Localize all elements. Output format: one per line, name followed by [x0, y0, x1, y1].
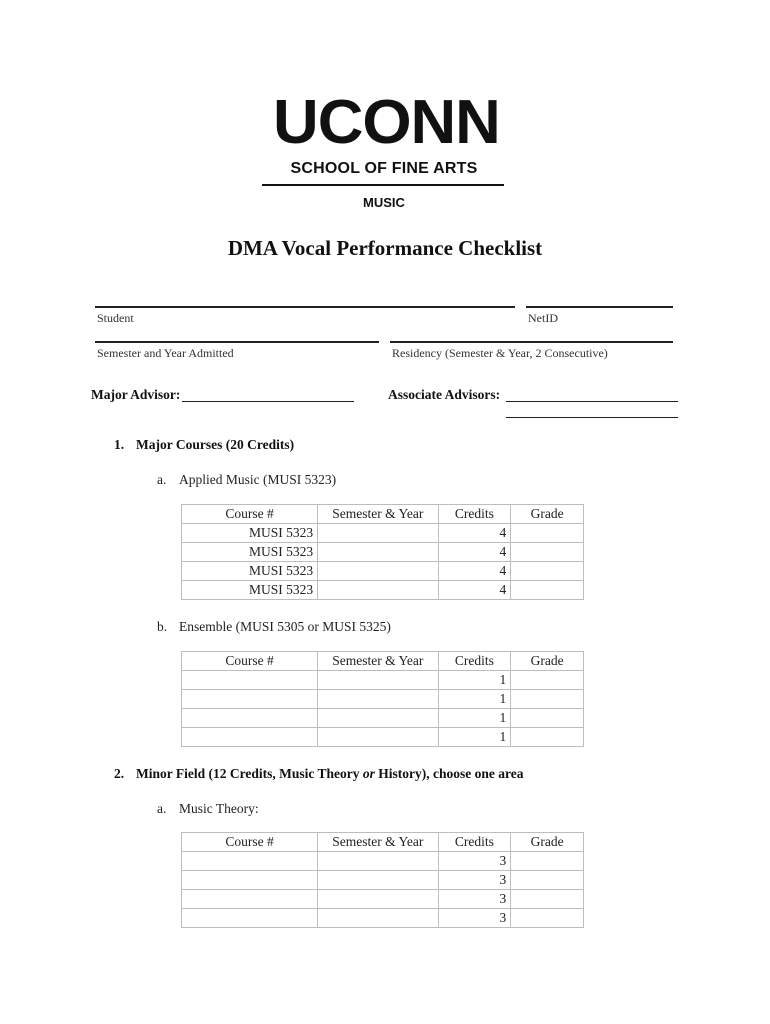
semester-cell[interactable] — [318, 890, 438, 909]
col-semester-header: Semester & Year — [318, 652, 438, 671]
section-1-title: Major Courses (20 Credits) — [136, 437, 295, 452]
school-name: SCHOOL OF FINE ARTS — [290, 160, 478, 177]
credits-cell[interactable]: 1 — [438, 709, 511, 728]
subsection-2a-title: Music Theory: — [179, 801, 259, 816]
col-credits-header: Credits — [438, 505, 511, 524]
semester-cell[interactable] — [318, 909, 438, 928]
course-cell[interactable] — [182, 709, 318, 728]
semester-cell[interactable] — [318, 543, 438, 562]
associate-advisor-2-field-line[interactable] — [506, 417, 678, 418]
table-row — [182, 890, 584, 909]
section-1-heading — [114, 437, 294, 453]
ensemble-table — [181, 651, 584, 747]
credits-cell[interactable]: 3 — [438, 890, 511, 909]
table-row — [182, 709, 584, 728]
section-2-title-part1: Minor Field (12 Credits, Music Theory — [136, 766, 363, 781]
grade-cell[interactable] — [511, 909, 584, 928]
grade-cell[interactable] — [511, 671, 584, 690]
grade-cell[interactable] — [511, 852, 584, 871]
col-semester-header: Semester & Year — [318, 505, 438, 524]
uconn-logo-wordmark: UCONN — [273, 88, 500, 157]
semester-admitted-label: Semester and Year Admitted — [97, 346, 234, 360]
credits-cell[interactable]: 4 — [438, 581, 511, 600]
logo-divider — [262, 184, 504, 186]
student-label: Student — [97, 311, 134, 325]
course-cell[interactable] — [182, 871, 318, 890]
credits-cell[interactable]: 4 — [438, 543, 511, 562]
course-cell[interactable] — [182, 890, 318, 909]
table-row — [182, 852, 584, 871]
table-row — [182, 728, 584, 747]
applied-music-table — [181, 504, 584, 600]
credits-cell[interactable]: 3 — [438, 871, 511, 890]
semester-cell[interactable] — [318, 690, 438, 709]
semester-cell[interactable] — [318, 581, 438, 600]
col-grade-header: Grade — [511, 833, 584, 852]
grade-cell[interactable] — [511, 562, 584, 581]
semester-cell[interactable] — [318, 524, 438, 543]
major-advisor-label: Major Advisor: — [91, 387, 181, 402]
subsection-1b-title: Ensemble (MUSI 5305 or MUSI 5325) — [179, 619, 391, 634]
page-title: DMA Vocal Performance Checklist — [227, 236, 543, 260]
col-course-header: Course # — [182, 652, 318, 671]
col-semester-header: Semester & Year — [318, 833, 438, 852]
subsection-1a-title: Applied Music (MUSI 5323) — [179, 472, 337, 487]
credits-cell[interactable]: 4 — [438, 524, 511, 543]
course-cell[interactable]: MUSI 5323 — [182, 581, 318, 600]
table-header-row — [182, 652, 584, 671]
semester-cell[interactable] — [318, 671, 438, 690]
table-row — [182, 871, 584, 890]
credits-cell[interactable]: 1 — [438, 690, 511, 709]
residency-label: Residency (Semester & Year, 2 Consecutive) — [392, 346, 608, 360]
subsection-1a-heading — [157, 472, 336, 488]
course-cell[interactable] — [182, 728, 318, 747]
student-field-line[interactable] — [95, 306, 515, 308]
table-row — [182, 690, 584, 709]
course-cell[interactable]: MUSI 5323 — [182, 543, 318, 562]
credits-cell[interactable]: 1 — [438, 728, 511, 747]
col-credits-header: Credits — [438, 652, 511, 671]
col-credits-header: Credits — [438, 833, 511, 852]
table-row — [182, 671, 584, 690]
col-grade-header: Grade — [511, 652, 584, 671]
course-cell[interactable] — [182, 671, 318, 690]
subsection-2a-letter: a. — [157, 801, 167, 816]
table-row — [182, 562, 584, 581]
subsection-1b-letter: b. — [157, 619, 168, 634]
major-advisor-field-line[interactable] — [182, 401, 354, 402]
associate-advisors-label: Associate Advisors: — [388, 387, 501, 402]
credits-cell[interactable]: 3 — [438, 909, 511, 928]
credits-cell[interactable]: 3 — [438, 852, 511, 871]
netid-field-line[interactable] — [526, 306, 673, 308]
grade-cell[interactable] — [511, 728, 584, 747]
semester-cell[interactable] — [318, 871, 438, 890]
grade-cell[interactable] — [511, 581, 584, 600]
grade-cell[interactable] — [511, 543, 584, 562]
course-cell[interactable] — [182, 690, 318, 709]
section-2-title-part2: History), choose one area — [374, 766, 524, 781]
grade-cell[interactable] — [511, 871, 584, 890]
col-course-header: Course # — [182, 505, 318, 524]
credits-cell[interactable]: 4 — [438, 562, 511, 581]
section-2-number: 2. — [114, 766, 125, 781]
table-row — [182, 543, 584, 562]
grade-cell[interactable] — [511, 890, 584, 909]
table-header-row — [182, 505, 584, 524]
associate-advisor-1-field-line[interactable] — [506, 401, 678, 402]
residency-field-line[interactable] — [390, 341, 673, 343]
section-2-heading — [114, 766, 524, 782]
credits-cell[interactable]: 1 — [438, 671, 511, 690]
subsection-1a-letter: a. — [157, 472, 167, 487]
semester-cell[interactable] — [318, 852, 438, 871]
section-1-number: 1. — [114, 437, 125, 452]
col-grade-header: Grade — [511, 505, 584, 524]
grade-cell[interactable] — [511, 690, 584, 709]
course-cell[interactable]: MUSI 5323 — [182, 562, 318, 581]
section-2-title-or: or — [362, 766, 375, 781]
subsection-2a-heading — [157, 801, 259, 817]
music-theory-table — [181, 832, 584, 928]
col-course-header: Course # — [182, 833, 318, 852]
table-row — [182, 524, 584, 543]
course-cell[interactable] — [182, 852, 318, 871]
netid-label: NetID — [528, 311, 558, 325]
grade-cell[interactable] — [511, 709, 584, 728]
department-name: MUSIC — [363, 195, 405, 210]
semester-cell[interactable] — [318, 709, 438, 728]
semester-cell[interactable] — [318, 728, 438, 747]
table-header-row — [182, 833, 584, 852]
course-cell[interactable]: MUSI 5323 — [182, 524, 318, 543]
subsection-1b-heading — [157, 619, 391, 635]
semester-cell[interactable] — [318, 562, 438, 581]
course-cell[interactable] — [182, 909, 318, 928]
table-row — [182, 581, 584, 600]
grade-cell[interactable] — [511, 524, 584, 543]
table-row — [182, 909, 584, 928]
semester-admitted-field-line[interactable] — [95, 341, 379, 343]
